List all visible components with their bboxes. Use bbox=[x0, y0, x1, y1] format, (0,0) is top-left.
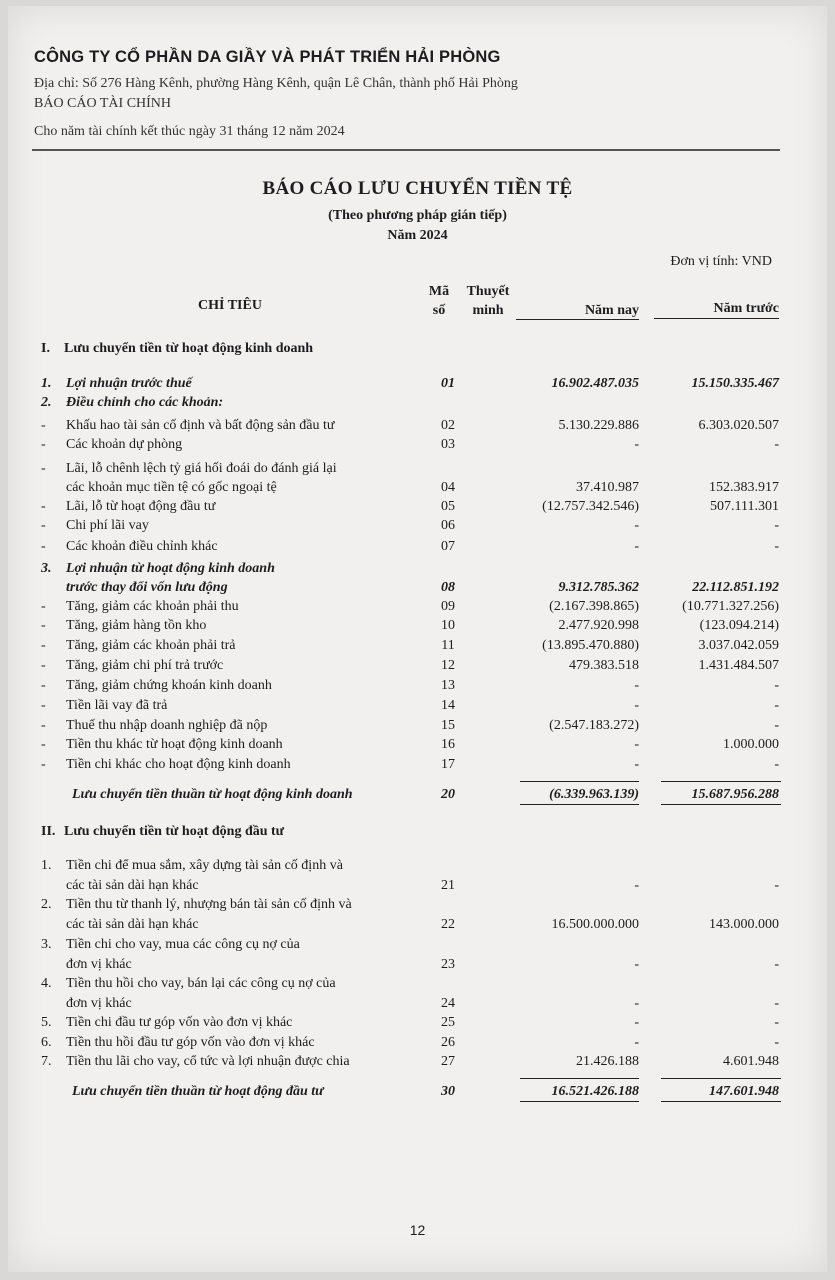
row-code: 27 bbox=[441, 1054, 455, 1069]
row-bullet: - bbox=[41, 737, 46, 752]
row-value-prior: 15.150.335.467 bbox=[691, 376, 779, 391]
row-value-current: - bbox=[634, 757, 639, 772]
row-code: 03 bbox=[441, 437, 455, 452]
report-period: Cho năm tài chính kết thúc ngày 31 tháng 12 năm 2024 bbox=[34, 124, 345, 139]
row-label: Tiền thu từ thanh lý, nhượng bán tài sản cố định và bbox=[66, 897, 352, 912]
row-value-prior: 22.112.851.192 bbox=[692, 580, 779, 595]
row-value-prior: - bbox=[774, 437, 779, 452]
row-code: 25 bbox=[441, 1015, 455, 1030]
table-row bbox=[8, 895, 827, 915]
row-label: Thuế thu nhập doanh nghiệp đã nộp bbox=[66, 718, 268, 733]
row-label: Chi phí lãi vay bbox=[66, 518, 149, 533]
row-bullet: 2. bbox=[41, 897, 52, 912]
table-row bbox=[8, 537, 827, 557]
table-row bbox=[8, 676, 827, 696]
row-bullet: - bbox=[41, 599, 46, 614]
row-bullet: - bbox=[41, 461, 46, 476]
row-code: 13 bbox=[441, 678, 455, 693]
table-row bbox=[8, 393, 827, 413]
report-title: BÁO CÁO LƯU CHUYỂN TIỀN TỆ bbox=[262, 178, 573, 199]
row-label: Lợi nhuận từ hoạt động kinh doanh bbox=[66, 561, 275, 576]
row-bullet: - bbox=[41, 418, 46, 433]
table-row bbox=[8, 416, 827, 436]
row-bullet: - bbox=[41, 638, 46, 653]
table-row bbox=[8, 974, 827, 994]
row-code: 20 bbox=[441, 787, 455, 802]
row-value-current: 21.426.188 bbox=[576, 1054, 639, 1069]
row-bullet: - bbox=[41, 539, 46, 554]
table-row bbox=[8, 994, 827, 1014]
row-label: Lưu chuyển tiền thuần từ hoạt động đầu tư bbox=[72, 1084, 324, 1099]
row-label: Tăng, giảm các khoản phải thu bbox=[66, 599, 239, 614]
column-header-note-line2: minh bbox=[472, 303, 504, 318]
table-row bbox=[8, 1052, 827, 1072]
row-value-current: - bbox=[634, 539, 639, 554]
row-value-prior: 15.687.956.288 bbox=[691, 787, 779, 802]
row-code: 22 bbox=[441, 917, 455, 932]
table-row bbox=[8, 374, 827, 394]
table-row bbox=[8, 1013, 827, 1033]
column-header-prior-year: Năm trước bbox=[713, 301, 779, 316]
currency-unit: Đơn vị tính: VND bbox=[670, 254, 772, 269]
table-row bbox=[8, 915, 827, 935]
total-rule-bottom bbox=[661, 804, 781, 805]
row-value-prior: (10.771.327.256) bbox=[682, 599, 779, 614]
row-label: các tài sản dài hạn khác bbox=[66, 878, 199, 893]
table-row bbox=[8, 656, 827, 676]
row-code: 17 bbox=[441, 757, 455, 772]
row-code: 21 bbox=[441, 878, 455, 893]
row-bullet: II. bbox=[41, 824, 56, 839]
row-value-prior: - bbox=[774, 878, 779, 893]
row-code: 07 bbox=[441, 539, 455, 554]
row-label: Tiền thu hồi đầu tư góp vốn vào đơn vị khác bbox=[66, 1035, 315, 1050]
row-value-prior: - bbox=[774, 996, 779, 1011]
row-code: 01 bbox=[441, 376, 455, 391]
row-value-current: 16.902.487.035 bbox=[551, 376, 639, 391]
table-row bbox=[8, 636, 827, 656]
row-code: 10 bbox=[441, 618, 455, 633]
row-label: các tài sản dài hạn khác bbox=[66, 917, 199, 932]
row-value-current: 16.500.000.000 bbox=[551, 917, 639, 932]
row-value-current: (6.339.963.139) bbox=[549, 787, 639, 802]
row-label: Tăng, giảm chứng khoán kinh doanh bbox=[66, 678, 272, 693]
row-value-current: 2.477.920.998 bbox=[558, 618, 639, 633]
row-value-current: 37.410.987 bbox=[576, 480, 639, 495]
table-row bbox=[8, 516, 827, 536]
total-rule-top bbox=[520, 1078, 639, 1079]
table-row bbox=[8, 497, 827, 517]
row-value-prior: 6.303.020.507 bbox=[698, 418, 779, 433]
row-code: 09 bbox=[441, 599, 455, 614]
row-value-prior: - bbox=[774, 957, 779, 972]
row-value-current: - bbox=[634, 1015, 639, 1030]
row-bullet: 7. bbox=[41, 1054, 52, 1069]
row-label: Lưu chuyển tiền từ hoạt động đầu tư bbox=[64, 824, 285, 839]
row-bullet: 5. bbox=[41, 1015, 52, 1030]
row-label: Tăng, giảm hàng tồn kho bbox=[66, 618, 207, 633]
row-value-current: (2.547.183.272) bbox=[549, 718, 639, 733]
row-bullet: 4. bbox=[41, 976, 52, 991]
row-value-prior: - bbox=[774, 718, 779, 733]
row-label: Các khoản điều chỉnh khác bbox=[66, 539, 218, 554]
row-label: Tiền chi để mua sắm, xây dựng tài sản cố định và bbox=[66, 858, 343, 873]
row-bullet: - bbox=[41, 718, 46, 733]
row-code: 26 bbox=[441, 1035, 455, 1050]
total-rule-top bbox=[661, 781, 781, 782]
row-code: 15 bbox=[441, 718, 455, 733]
row-code: 04 bbox=[441, 480, 455, 495]
row-bullet: 3. bbox=[41, 561, 52, 576]
row-bullet: 6. bbox=[41, 1035, 52, 1050]
row-value-prior: - bbox=[774, 518, 779, 533]
table-row bbox=[8, 876, 827, 896]
row-label: Tiền thu khác từ hoạt động kinh doanh bbox=[66, 737, 283, 752]
row-value-current: 9.312.785.362 bbox=[558, 580, 639, 595]
row-value-prior: 4.601.948 bbox=[723, 1054, 779, 1069]
table-row bbox=[8, 478, 827, 498]
table-row bbox=[8, 435, 827, 455]
column-rule-prior bbox=[654, 318, 779, 319]
total-rule-bottom bbox=[661, 1101, 781, 1102]
row-code: 30 bbox=[441, 1084, 455, 1099]
total-rule-bottom bbox=[520, 804, 639, 805]
table-row bbox=[8, 459, 827, 479]
row-bullet: 1. bbox=[41, 858, 52, 873]
row-value-prior: - bbox=[774, 1015, 779, 1030]
row-value-current: (2.167.398.865) bbox=[549, 599, 639, 614]
column-header-code-line2: số bbox=[432, 303, 446, 318]
row-label: Lợi nhuận trước thuế bbox=[66, 376, 192, 391]
row-bullet: 1. bbox=[41, 376, 52, 391]
row-value-current: - bbox=[634, 437, 639, 452]
row-bullet: - bbox=[41, 678, 46, 693]
row-label: Khấu hao tài sản cố định và bất động sản đầu tư bbox=[66, 418, 335, 433]
row-value-prior: - bbox=[774, 678, 779, 693]
row-code: 02 bbox=[441, 418, 455, 433]
table-row bbox=[8, 597, 827, 617]
row-value-prior: 147.601.948 bbox=[709, 1084, 779, 1099]
row-label: Điều chỉnh cho các khoản: bbox=[66, 395, 224, 410]
report-subtitle: (Theo phương pháp gián tiếp) bbox=[328, 208, 507, 223]
section-heading bbox=[8, 339, 827, 359]
column-header-current-year: Năm nay bbox=[584, 303, 639, 318]
row-value-current: - bbox=[634, 518, 639, 533]
row-value-current: - bbox=[634, 737, 639, 752]
row-value-prior: - bbox=[774, 1035, 779, 1050]
row-value-current: - bbox=[634, 878, 639, 893]
row-value-current: 5.130.229.886 bbox=[558, 418, 639, 433]
row-label: Lãi, lỗ chênh lệch tỷ giá hối đoái do đánh giá lại bbox=[66, 461, 337, 476]
row-code: 06 bbox=[441, 518, 455, 533]
row-bullet: 2. bbox=[41, 395, 52, 410]
row-value-prior: 152.383.917 bbox=[709, 480, 779, 495]
row-code: 16 bbox=[441, 737, 455, 752]
column-rule-current bbox=[516, 319, 639, 320]
row-value-current: - bbox=[634, 678, 639, 693]
row-label: Lưu chuyển tiền từ hoạt động kinh doanh bbox=[64, 341, 314, 356]
header-divider bbox=[32, 149, 780, 151]
row-value-current: - bbox=[634, 698, 639, 713]
row-bullet: - bbox=[41, 518, 46, 533]
table-row bbox=[8, 716, 827, 736]
row-code: 12 bbox=[441, 658, 455, 673]
row-value-prior: - bbox=[774, 698, 779, 713]
row-value-prior: - bbox=[774, 539, 779, 554]
row-label: đơn vị khác bbox=[66, 996, 132, 1011]
row-label: Tăng, giảm chi phí trả trước bbox=[66, 658, 224, 673]
row-label: Các khoản dự phòng bbox=[66, 437, 183, 452]
row-bullet: I. bbox=[41, 341, 50, 356]
row-value-current: - bbox=[634, 1035, 639, 1050]
row-value-prior: 143.000.000 bbox=[709, 917, 779, 932]
table-row bbox=[8, 856, 827, 876]
table-row bbox=[8, 1033, 827, 1053]
row-value-current: 479.383.518 bbox=[569, 658, 639, 673]
row-label: Lưu chuyển tiền thuần từ hoạt động kinh doanh bbox=[72, 787, 353, 802]
row-label: Tiền chi cho vay, mua các công cụ nợ của bbox=[66, 937, 300, 952]
row-label: Tăng, giảm các khoản phải trả bbox=[66, 638, 236, 653]
row-value-prior: 3.037.042.059 bbox=[698, 638, 779, 653]
total-rule-top bbox=[520, 781, 639, 782]
row-label: Tiền chi đầu tư góp vốn vào đơn vị khác bbox=[66, 1015, 293, 1030]
section-heading bbox=[8, 822, 827, 842]
row-code: 14 bbox=[441, 698, 455, 713]
row-value-prior: (123.094.214) bbox=[699, 618, 779, 633]
company-name: CÔNG TY CỔ PHẦN DA GIẦY VÀ PHÁT TRIỂN HẢI PHÒNG bbox=[34, 48, 501, 66]
total-rule-bottom bbox=[520, 1101, 639, 1102]
column-header-note-line1: Thuyết bbox=[466, 284, 510, 299]
row-value-current: (13.895.470.880) bbox=[542, 638, 639, 653]
table-row bbox=[8, 955, 827, 975]
row-label: trước thay đổi vốn lưu động bbox=[66, 580, 228, 595]
row-label: Tiền chi khác cho hoạt động kinh doanh bbox=[66, 757, 291, 772]
row-label: các khoản mục tiền tệ có gốc ngoại tệ bbox=[66, 480, 277, 495]
row-label: đơn vị khác bbox=[66, 957, 132, 972]
report-year: Năm 2024 bbox=[387, 228, 448, 243]
total-row bbox=[8, 1082, 827, 1102]
row-bullet: - bbox=[41, 658, 46, 673]
table-row bbox=[8, 696, 827, 716]
row-code: 23 bbox=[441, 957, 455, 972]
table-row bbox=[8, 735, 827, 755]
table-row bbox=[8, 578, 827, 598]
row-bullet: - bbox=[41, 757, 46, 772]
row-label: Tiền lãi vay đã trả bbox=[66, 698, 168, 713]
row-value-current: (12.757.342.546) bbox=[542, 499, 639, 514]
row-bullet: - bbox=[41, 618, 46, 633]
row-value-prior: 1.000.000 bbox=[723, 737, 779, 752]
row-code: 11 bbox=[441, 638, 455, 653]
table-row bbox=[8, 616, 827, 636]
row-label: Tiền thu lãi cho vay, cổ tức và lợi nhuận được chia bbox=[66, 1054, 350, 1069]
total-rule-top bbox=[661, 1078, 781, 1079]
row-value-prior: - bbox=[774, 757, 779, 772]
row-value-prior: 1.431.484.507 bbox=[698, 658, 779, 673]
row-bullet: - bbox=[41, 499, 46, 514]
row-value-current: - bbox=[634, 996, 639, 1011]
row-code: 24 bbox=[441, 996, 455, 1011]
row-code: 08 bbox=[441, 580, 455, 595]
row-code: 05 bbox=[441, 499, 455, 514]
row-label: Tiền thu hồi cho vay, bán lại các công cụ nợ của bbox=[66, 976, 336, 991]
table-row bbox=[8, 755, 827, 775]
row-value-current: 16.521.426.188 bbox=[551, 1084, 639, 1099]
row-bullet: 3. bbox=[41, 937, 52, 952]
table-row bbox=[8, 559, 827, 579]
total-row bbox=[8, 785, 827, 805]
page-number: 12 bbox=[409, 1222, 426, 1238]
document-page bbox=[8, 6, 827, 1272]
company-address: Địa chỉ: Số 276 Hàng Kênh, phường Hàng Kênh, quận Lê Chân, thành phố Hải Phòng bbox=[34, 76, 518, 91]
row-value-current: - bbox=[634, 957, 639, 972]
column-header-item: CHỈ TIÊU bbox=[198, 298, 262, 313]
row-bullet: - bbox=[41, 698, 46, 713]
row-bullet: - bbox=[41, 437, 46, 452]
column-header-code-line1: Mã bbox=[428, 284, 450, 299]
row-label: Lãi, lỗ từ hoạt động đầu tư bbox=[66, 499, 216, 514]
row-value-prior: 507.111.301 bbox=[710, 499, 779, 514]
report-type: BÁO CÁO TÀI CHÍNH bbox=[34, 96, 172, 111]
table-row bbox=[8, 935, 827, 955]
